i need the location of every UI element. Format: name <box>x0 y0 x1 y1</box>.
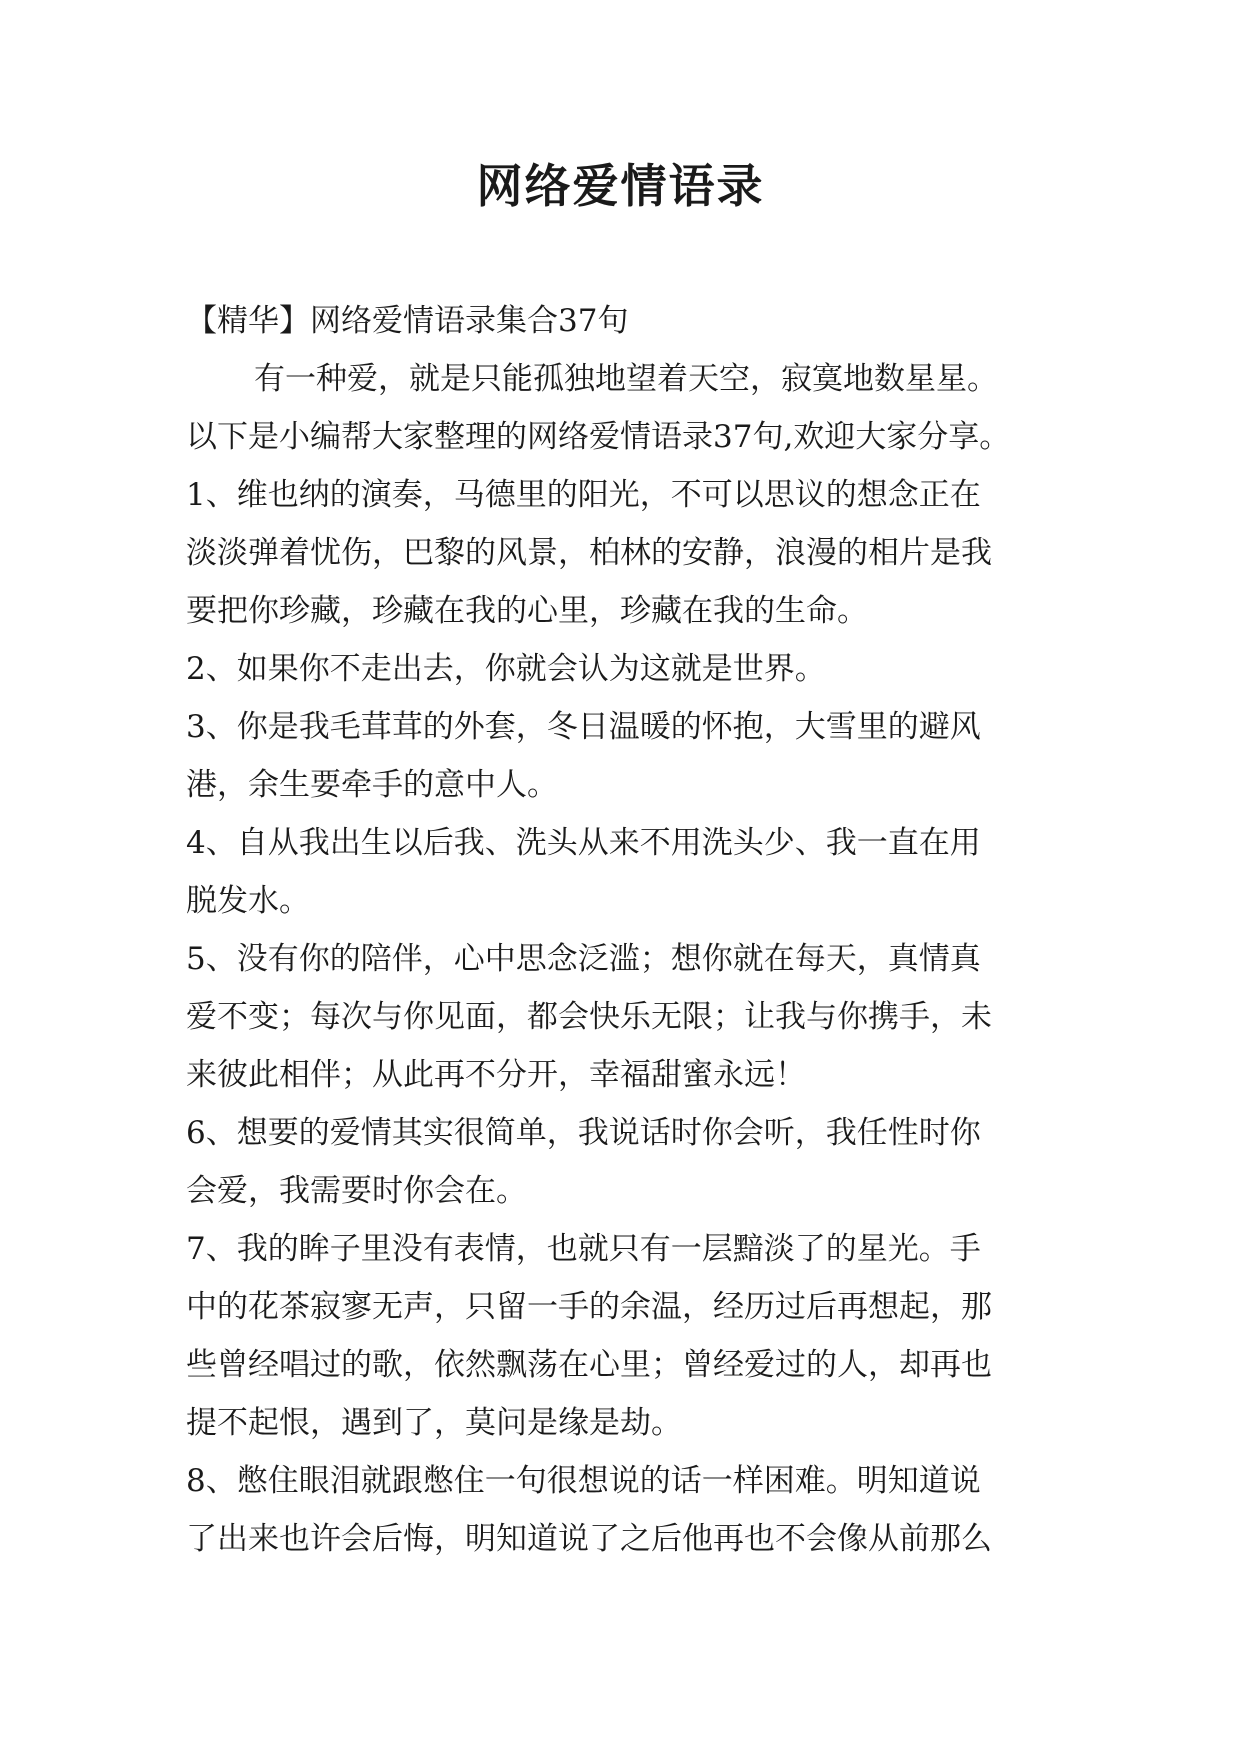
item-8-line: 8、憋住眼泪就跟憋住一句很想说的话一样困难。明知道说 <box>186 1463 981 1499</box>
item-7-line: 7、我的眸子里没有表情，也就只有一层黯淡了的星光。手 <box>186 1231 981 1267</box>
item-1-line: 淡淡弹着忧伤，巴黎的风景，柏林的安静，浪漫的相片是我 <box>186 535 992 571</box>
item-4-line: 4、自从我出生以后我、洗头从来不用洗头少、我一直在用 <box>186 825 981 861</box>
intro-line: 有一种爱，就是只能孤独地望着天空，寂寞地数星星。 <box>254 361 998 397</box>
document-title: 网络爱情语录 <box>476 159 765 213</box>
document-body <box>186 292 1066 1568</box>
item-6-line: 6、想要的爱情其实很简单，我说话时你会听，我任性时你 <box>186 1115 981 1151</box>
item-2-line: 2、如果你不走出去，你就会认为这就是世界。 <box>186 651 826 687</box>
item-7-line: 提不起恨，遇到了，莫问是缘是劫。 <box>186 1405 682 1441</box>
item-1-line: 1、维也纳的演奏，马德里的阳光，不可以思议的想念正在 <box>186 477 981 513</box>
item-4-line: 脱发水。 <box>186 883 310 919</box>
item-5-line: 爱不变；每次与你见面，都会快乐无限；让我与你携手，未 <box>186 999 992 1035</box>
item-3-line: 3、你是我毛茸茸的外套，冬日温暖的怀抱，大雪里的避风 <box>186 709 981 745</box>
document-subtitle: 【精华】网络爱情语录集合37句 <box>186 303 629 339</box>
item-7-line: 些曾经唱过的歌，依然飘荡在心里；曾经爱过的人，却再也 <box>186 1347 992 1383</box>
item-3-line: 港，余生要牵手的意中人。 <box>186 767 558 803</box>
item-6-line: 会爱，我需要时你会在。 <box>186 1173 527 1209</box>
intro-line: 以下是小编帮大家整理的网络爱情语录37句,欢迎大家分享。 <box>186 419 1011 455</box>
item-5-line: 来彼此相伴；从此再不分开，幸福甜蜜永远！ <box>186 1057 806 1093</box>
item-5-line: 5、没有你的陪伴，心中思念泛滥；想你就在每天，真情真 <box>186 941 981 977</box>
item-8-line: 了出来也许会后悔，明知道说了之后他再也不会像从前那么 <box>186 1521 992 1557</box>
item-1-line: 要把你珍藏，珍藏在我的心里，珍藏在我的生命。 <box>186 593 868 629</box>
item-7-line: 中的花茶寂寥无声，只留一手的余温，经历过后再想起，那 <box>186 1289 992 1325</box>
